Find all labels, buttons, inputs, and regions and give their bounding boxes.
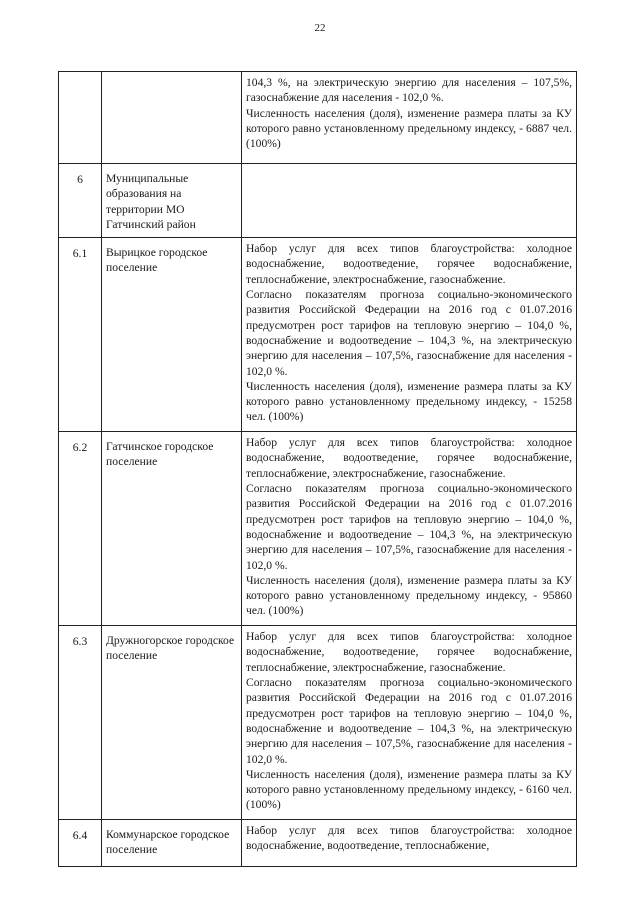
description-paragraph: Численность населения (доля), изменение размера платы за КУ которого равно установленному предельному индексу, - 95860 чел. (100%) [246,573,572,618]
description-paragraph: 104,3 %, на электрическую энергию для населения – 107,5%, газоснабжение для населения - 102,0 %. [246,76,572,105]
municipality-name: Вырицкое городское поселение [102,238,242,432]
table-row [59,432,577,626]
row-description [242,164,577,238]
row-description [242,238,577,432]
row-number: 6.1 [59,238,102,432]
municipality-name: Муниципальные образования на территории МО Гатчинский район [102,164,242,238]
description-paragraph: Набор услуг для всех типов благоустройства: холодное водоснабжение, водоотведение, горячее водоснабжение, теплоснабжение, электроснабжение, газоснабжение. [246,242,572,286]
table-row [59,626,577,820]
row-number: 6 [59,164,102,238]
municipality-name [102,72,242,164]
services-table [58,71,577,867]
municipality-name: Гатчинское городское поселение [102,432,242,626]
row-description [242,820,577,867]
description-paragraph: Набор услуг для всех типов благоустройства: холодное водоснабжение, водоотведение, горячее водоснабжение, теплоснабжение, электроснабжение, газоснабжение. [246,630,572,674]
table-row [59,238,577,432]
table-row [59,164,577,238]
row-number [59,72,102,164]
row-number: 6.4 [59,820,102,867]
description-paragraph: Согласно показателям прогноза социально-экономического развития Российской Федерации на 2016 год с 01.07.2016 предусмотрен рост тарифов на тепловую энергию – 104,0 %, водоснабжение и водоотведение – 104,3 %, на электрическую энергию для населения – 107,5%, газоснабжение для населения - 102,0 %. [246,482,572,572]
description-paragraph: Согласно показателям прогноза социально-экономического развития Российской Федерации на 2016 год с 01.07.2016 предусмотрен рост тарифов на тепловую энергию – 104,0 %, водоснабжение и водоотведение – 104,3 %, на электрическую энергию для населения – 107,5%, газоснабжение для населения - 102,0 %. [246,288,572,378]
description-paragraph: Согласно показателям прогноза социально-экономического развития Российской Федерации на 2016 год с 01.07.2016 предусмотрен рост тарифов на тепловую энергию – 104,0 %, водоснабжение и водоотведение – 104,3 %, на электрическую энергию для населения – 107,5%, газоснабжение для населения - 102,0 %. [246,676,572,766]
row-description [242,432,577,626]
description-paragraph: Численность населения (доля), изменение размера платы за КУ которого равно установленному предельному индексу, - 6887 чел. (100%) [246,106,572,151]
description-paragraph: Набор услуг для всех типов благоустройства: холодное водоснабжение, водоотведение, теплоснабжение, [246,824,572,853]
municipality-name: Коммунарское городское поселение [102,820,242,867]
municipality-name: Дружногорское городское поселение [102,626,242,820]
description-paragraph: Набор услуг для всех типов благоустройства: холодное водоснабжение, водоотведение, горячее водоснабжение, теплоснабжение, электроснабжение, газоснабжение. [246,436,572,480]
page-number: 22 [314,22,326,34]
table-row [59,72,577,164]
row-description [242,72,577,164]
row-number: 6.2 [59,432,102,626]
row-description [242,626,577,820]
description-paragraph: Численность населения (доля), изменение размера платы за КУ которого равно установленному предельному индексу, - 15258 чел. (100%) [246,379,572,424]
description-paragraph: Численность населения (доля), изменение размера платы за КУ которого равно установленному предельному индексу, - 6160 чел. (100%) [246,767,572,812]
table-row [59,820,577,867]
row-number: 6.3 [59,626,102,820]
